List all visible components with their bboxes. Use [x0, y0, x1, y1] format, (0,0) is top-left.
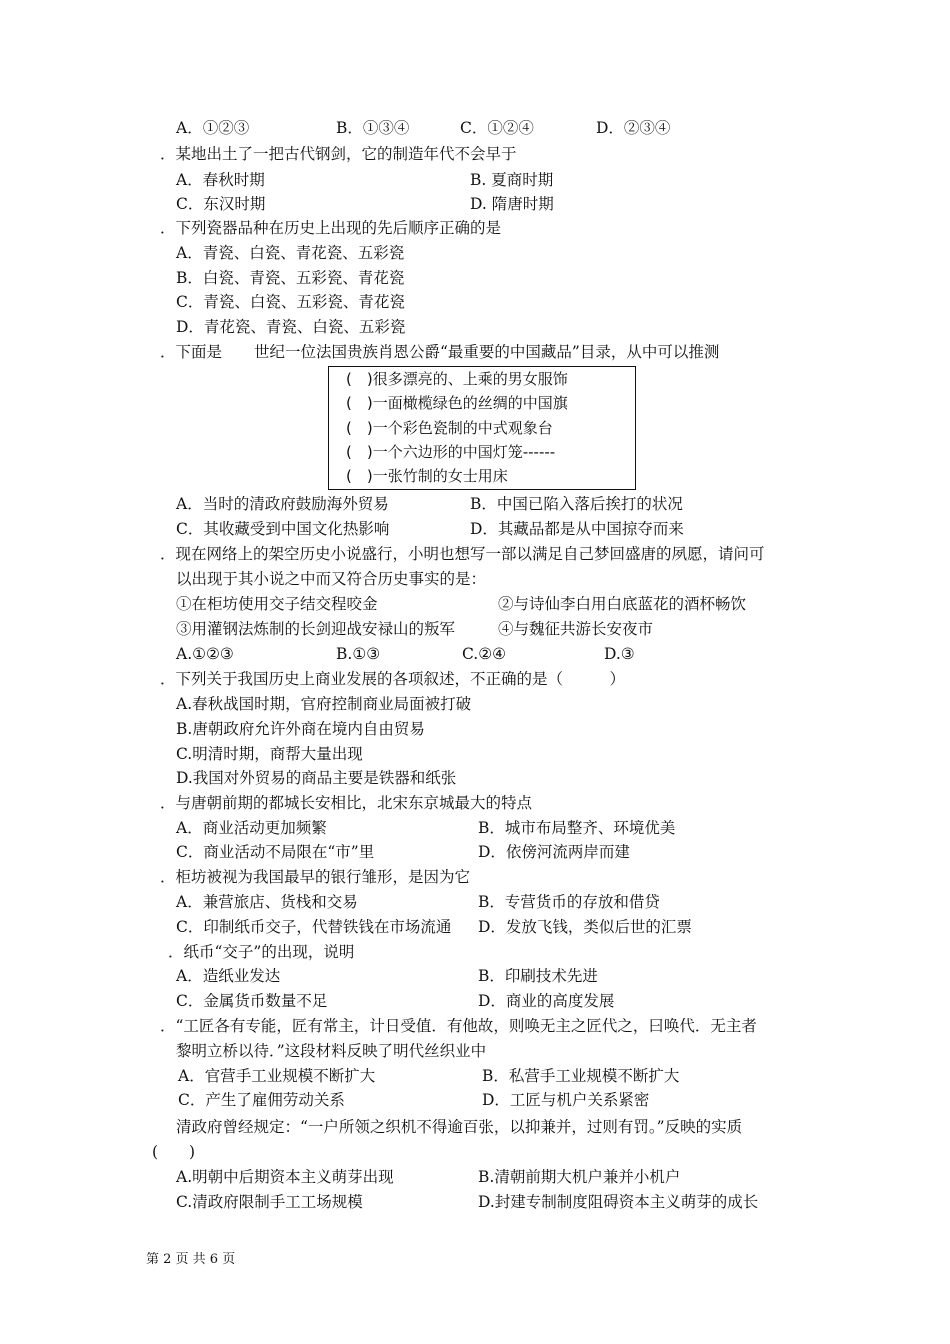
option-b: B．私营手工业规模不断扩大 — [482, 1067, 680, 1085]
option-c: C．东汉时期 — [176, 195, 266, 213]
option-d: D．②③④ — [596, 119, 671, 137]
option-b: B.清朝前期大机户兼并小机户 — [478, 1168, 681, 1186]
question-stem-cont: 以出现于其小说之中而又符合历史事实的是： — [176, 570, 487, 588]
collection-item: ( )一张竹制的女士用床 — [346, 467, 508, 485]
option-b: B.①③ — [336, 645, 381, 663]
option-a: A．兼营旅店、货栈和交易 — [176, 893, 358, 911]
option-a: A．青瓷、白瓷、青花瓷、五彩瓷 — [176, 244, 405, 262]
question-stem: ．下列瓷器品种在历史上出现的先后顺序正确的是 — [160, 219, 502, 237]
question-stem: ．与唐朝前期的都城长安相比，北宋东京城最大的特点 — [160, 794, 533, 812]
option-d: D．发放飞钱，类似后世的汇票 — [478, 918, 692, 936]
question-stem: ．现在网络上的架空历史小说盛行，小明也想写一部以满足自己梦回盛唐的夙愿，请问可 — [160, 545, 765, 563]
statement-item: ②与诗仙李白用白底蓝花的酒杯畅饮 — [498, 595, 747, 613]
option-d: D.③ — [604, 645, 635, 663]
option-a: A．商业活动更加频繁 — [176, 819, 327, 837]
option-d: D．其藏品都是从中国掠夺而来 — [470, 520, 684, 538]
option-c: C．商业活动不局限在“市”里 — [176, 843, 375, 861]
option-b: B．白瓷、青瓷、五彩瓷、青花瓷 — [176, 269, 405, 287]
option-d: D.封建专制制度阻碍资本主义萌芽的成长 — [478, 1193, 759, 1211]
answer-blank: ( ) — [152, 1143, 196, 1161]
option-c: C．印制纸币交子，代替铁钱在市场流通 — [176, 918, 452, 936]
option-d: D．商业的高度发展 — [478, 992, 615, 1010]
option-c: C．其收藏受到中国文化热影响 — [176, 520, 390, 538]
option-d: D. 隋唐时期 — [470, 195, 554, 213]
collection-item: ( )一个彩色瓷制的中式观象台 — [346, 419, 553, 437]
option-b: B.唐朝政府允许外商在境内自由贸易 — [176, 720, 425, 738]
statement-item: ④与魏征共游长安夜市 — [498, 620, 654, 638]
statement-item: ①在柜坊使用交子结交程咬金 — [176, 595, 378, 613]
option-b: B．①③④ — [336, 119, 410, 137]
option-c: C.清政府限制手工工场规模 — [176, 1193, 363, 1211]
question-stem: 清政府曾经规定：“一户所领之织机不得逾百张，以抑兼并，过则有罚。”反映的实质 — [176, 1118, 743, 1136]
option-b: B．专营货币的存放和借贷 — [478, 893, 660, 911]
statement-item: ③用灌钢法炼制的长剑迎战安禄山的叛军 — [176, 620, 456, 638]
question-stem: ．某地出土了一把古代钢剑，它的制造年代不会早于 — [160, 145, 517, 163]
option-c: C．青瓷、白瓷、五彩瓷、青花瓷 — [176, 293, 405, 311]
option-a: A．当时的清政府鼓励海外贸易 — [176, 495, 389, 513]
question-stem: ．纸币“交子”的出现，说明 — [168, 943, 355, 961]
question-stem: ．柜坊被视为我国最早的银行雏形，是因为它 — [160, 868, 471, 886]
question-stem: ．下列关于我国历史上商业发展的各项叙述，不正确的是（ ） — [160, 670, 626, 688]
option-b: B．中国已陷入落后挨打的状况 — [470, 495, 683, 513]
question-stem-part-1: ．下面是 — [160, 343, 223, 361]
option-a: A．官营手工业规模不断扩大 — [178, 1067, 376, 1085]
option-b: B．城市布局整齐、环境优美 — [478, 819, 676, 837]
collection-item: ( )一个六边形的中国灯笼------ — [346, 443, 556, 461]
option-a: A．春秋时期 — [176, 171, 265, 189]
option-d: D．工匠与机户关系紧密 — [482, 1091, 650, 1109]
question-stem-part-2: 世纪一位法国贵族肖恩公爵“最重要的中国藏品”目录，从中可以推测 — [254, 343, 720, 361]
option-a: A.明朝中后期资本主义萌芽出现 — [176, 1168, 394, 1186]
option-c: C.②④ — [462, 645, 507, 663]
option-a: A.①②③ — [176, 645, 234, 663]
option-a: A.春秋战国时期，官府控制商业局面被打破 — [176, 695, 472, 713]
question-stem-cont: 黎明立桥以待．”这段材料反映了明代丝织业中 — [176, 1042, 487, 1060]
option-c: C．产生了雇佣劳动关系 — [178, 1091, 345, 1109]
question-stem: ．“工匠各有专能，匠有常主，计日受值．有他故，则唤无主之匠代之，曰唤代．无主者 — [160, 1017, 757, 1035]
option-d: D．依傍河流两岸而建 — [478, 843, 630, 861]
option-b: B．印刷技术先进 — [478, 967, 598, 985]
option-d: D.我国对外贸易的商品主要是铁器和纸张 — [176, 769, 457, 787]
option-c: C．①②④ — [460, 119, 534, 137]
option-a: A．造纸业发达 — [176, 967, 281, 985]
option-a: A．①②③ — [176, 119, 250, 137]
option-b: B. 夏商时期 — [470, 171, 554, 189]
option-c: C．金属货币数量不足 — [176, 992, 328, 1010]
option-c: C.明清时期，商帮大量出现 — [176, 745, 363, 763]
option-d: D．青花瓷、青瓷、白瓷、五彩瓷 — [176, 318, 406, 336]
page-footer: 第 2 页 共 6 页 — [146, 1252, 236, 1267]
collection-item: ( )很多漂亮的、上乘的男女服饰 — [346, 370, 568, 388]
collection-item: ( )一面橄榄绿色的丝绸的中国旗 — [346, 394, 568, 412]
